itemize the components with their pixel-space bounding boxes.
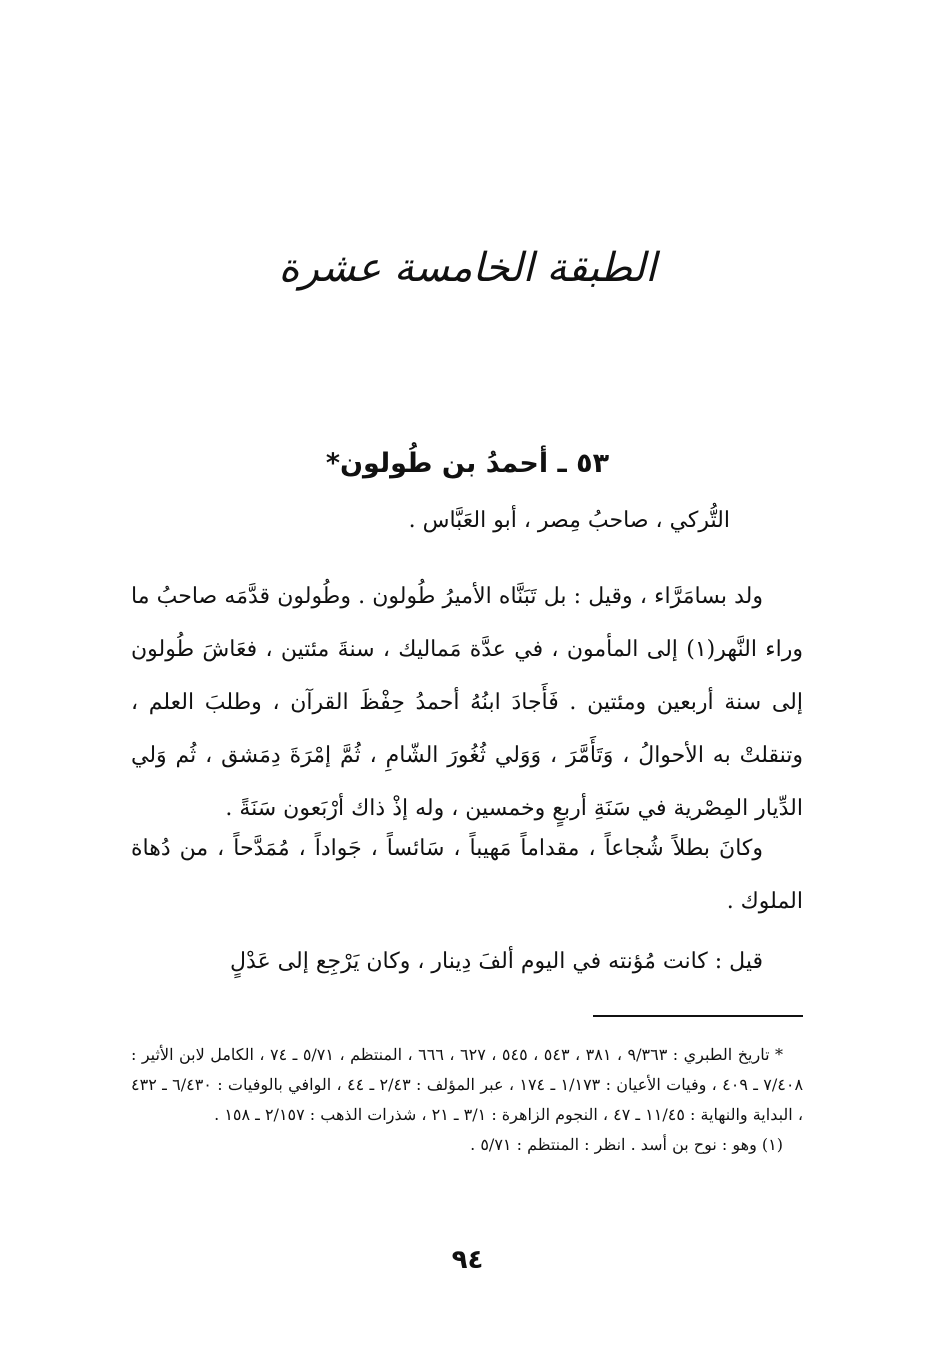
section-title: الطبقة الخامسة عشرة	[278, 245, 657, 291]
biography-paragraph-expenses	[131, 935, 803, 988]
footnote-separator	[593, 1015, 803, 1017]
entry-heading: ٥٣ ـ أحمدُ بن طُولون*	[325, 448, 610, 479]
entry-subtitle: التُّركي ، صاحبُ مِصر ، أبو العَبَّاس .	[408, 508, 730, 533]
paragraph-text: ولد بسامَرَّاء ، وقيل : بل تَبَنَّاه الأميرُ طُولون . وطُولون قدَّمَه صاحبُ ما وراء النَّهر(١) إلى المأمون ، في عدَّة مَماليك ، سنةَ مئتين ، فعَاشَ طُولون إلى سنة أربعين ومئتين . فَأَجادَ ابنُهُ أحمدُ حِفْظَ القرآن ، وطلبَ العلم ، وتنقلتْ به الأحوالُ ، وَتَأَمَّرَ ، وَوَلي ثُغُورَ الشّامِ ، ثُمَّ إمْرَةَ دِمَشق ، ثُم وَلي الدِّيار المِصْرية في سَنَةِ أربعٍ وخمسين ، وله إذْ ذاك أرْبَعون سَنَةً .	[131, 584, 803, 821]
biography-paragraph-character	[131, 822, 803, 928]
footnote-sources: * تاريخ الطبري : ٩/٣٦٣ ، ٣٨١ ، ٥٤٣ ، ٥٤٥ ، ٦٢٧ ، ٦٦٦ ، المنتظم ، ٥/٧١ ـ ٧٤ ، الكامل لابن الأثير : ٧/٤٠٨ ـ ٤٠٩ ، وفيات الأعيان : ١/١٧٣ ـ ١٧٤ ، عبر المؤلف : ٢/٤٣ ـ ٤٤ ، الوافي بالوفيات : ٦/٤٣٠ ـ ٤٣٢ ، البداية والنهاية : ١١/٤٥ ـ ٤٧ ، النجوم الزاهرة : ٣/١ ـ ٢١ ، شذرات الذهب : ٢/١٥٧ ـ ١٥٨ .	[131, 1045, 804, 1124]
footnotes	[131, 1040, 803, 1160]
biography-paragraph-birth	[131, 570, 803, 835]
footnote-1: (١) وهو : نوح بن أسد . انظر : المنتظم : ٥/٧١ .	[470, 1135, 783, 1154]
page-number: ٩٤	[451, 1245, 484, 1275]
paragraph-text: وكانَ بطلاً شُجاعاً ، مقداماً مَهيباً ، سَائساً ، جَواداً ، مُمَدَّحاً ، من دُهاة الملوك .	[131, 836, 803, 914]
paragraph-text: قيل : كانت مُؤنته في اليوم ألفَ دِينار ، وكان يَرْجِع إلى عَدْلٍ	[230, 949, 763, 974]
